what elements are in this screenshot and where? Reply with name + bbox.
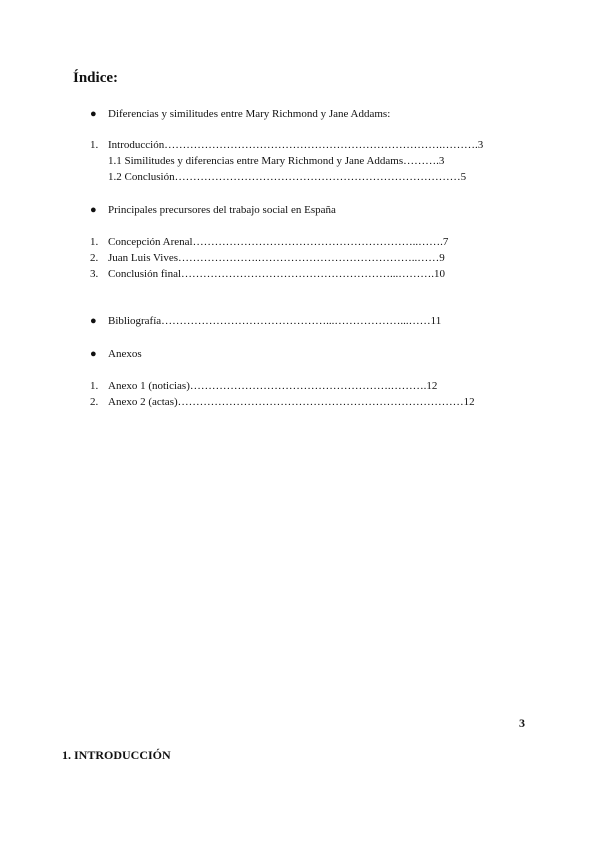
toc-entry-conclusion[interactable]	[108, 171, 466, 184]
index-title: Índice:	[73, 70, 118, 86]
bullet-icon: ●	[90, 204, 97, 216]
toc-entry-text: 1.2 Conclusión……………………………………………………………………5	[108, 171, 467, 183]
section1-heading: Diferencias y similitudes entre Mary Richmond y Jane Addams:	[108, 108, 391, 120]
toc-entry-text: 1.1 Similitudes y diferencias entre Mary Richmond y Jane Addams……….3	[108, 155, 445, 167]
toc-entry-introduccion[interactable]	[90, 139, 483, 152]
toc-entry-number: 1.	[90, 236, 99, 248]
section2-heading-row	[90, 204, 336, 216]
toc-entry-juan-luis-vives[interactable]	[90, 252, 445, 265]
toc-entry-bibliografia[interactable]	[90, 315, 441, 327]
bullet-icon: ●	[90, 315, 97, 327]
toc-entry-anexo-2[interactable]	[90, 396, 475, 409]
section1-heading-row	[90, 108, 390, 120]
toc-entry-number: 2.	[90, 396, 99, 408]
toc-entry-similitudes[interactable]	[108, 155, 444, 168]
section4-heading: Anexos	[108, 348, 142, 360]
section2-heading: Principales precursores del trabajo social en España	[108, 204, 336, 216]
toc-entry-number: 2.	[90, 252, 99, 264]
section-heading-introduccion: 1. INTRODUCCIÓN	[62, 748, 171, 762]
page-number: 3	[519, 716, 525, 730]
toc-entry-conclusion-final[interactable]	[90, 268, 445, 281]
toc-entry-text: Introducción………………………………………………………………….……….3	[108, 139, 484, 151]
toc-entry-text: Concepción Arenal……………………………………………………..…….7	[108, 236, 449, 248]
toc-entry-text: Anexo 2 (actas)……………………………………………………………………12	[108, 396, 475, 408]
toc-entry-anexo-1[interactable]	[90, 380, 437, 393]
toc-entry-text: Bibliografía………………………………………...………………...……11	[108, 315, 442, 327]
toc-entry-number: 1.	[90, 139, 99, 151]
bullet-icon: ●	[90, 348, 97, 360]
toc-entry-text: Anexo 1 (noticias)……………………………………………….……….12	[108, 380, 438, 392]
toc-entry-number: 1.	[90, 380, 99, 392]
toc-entry-number: 3.	[90, 268, 99, 280]
toc-entry-text: Conclusión final…………………………………………………...……….10	[108, 268, 446, 280]
toc-entry-concepcion-arenal[interactable]	[90, 236, 448, 249]
toc-entry-text: Juan Luis Vives………………….……………………………………..……9	[108, 252, 445, 264]
section4-heading-row	[90, 348, 142, 360]
bullet-icon: ●	[90, 108, 97, 120]
